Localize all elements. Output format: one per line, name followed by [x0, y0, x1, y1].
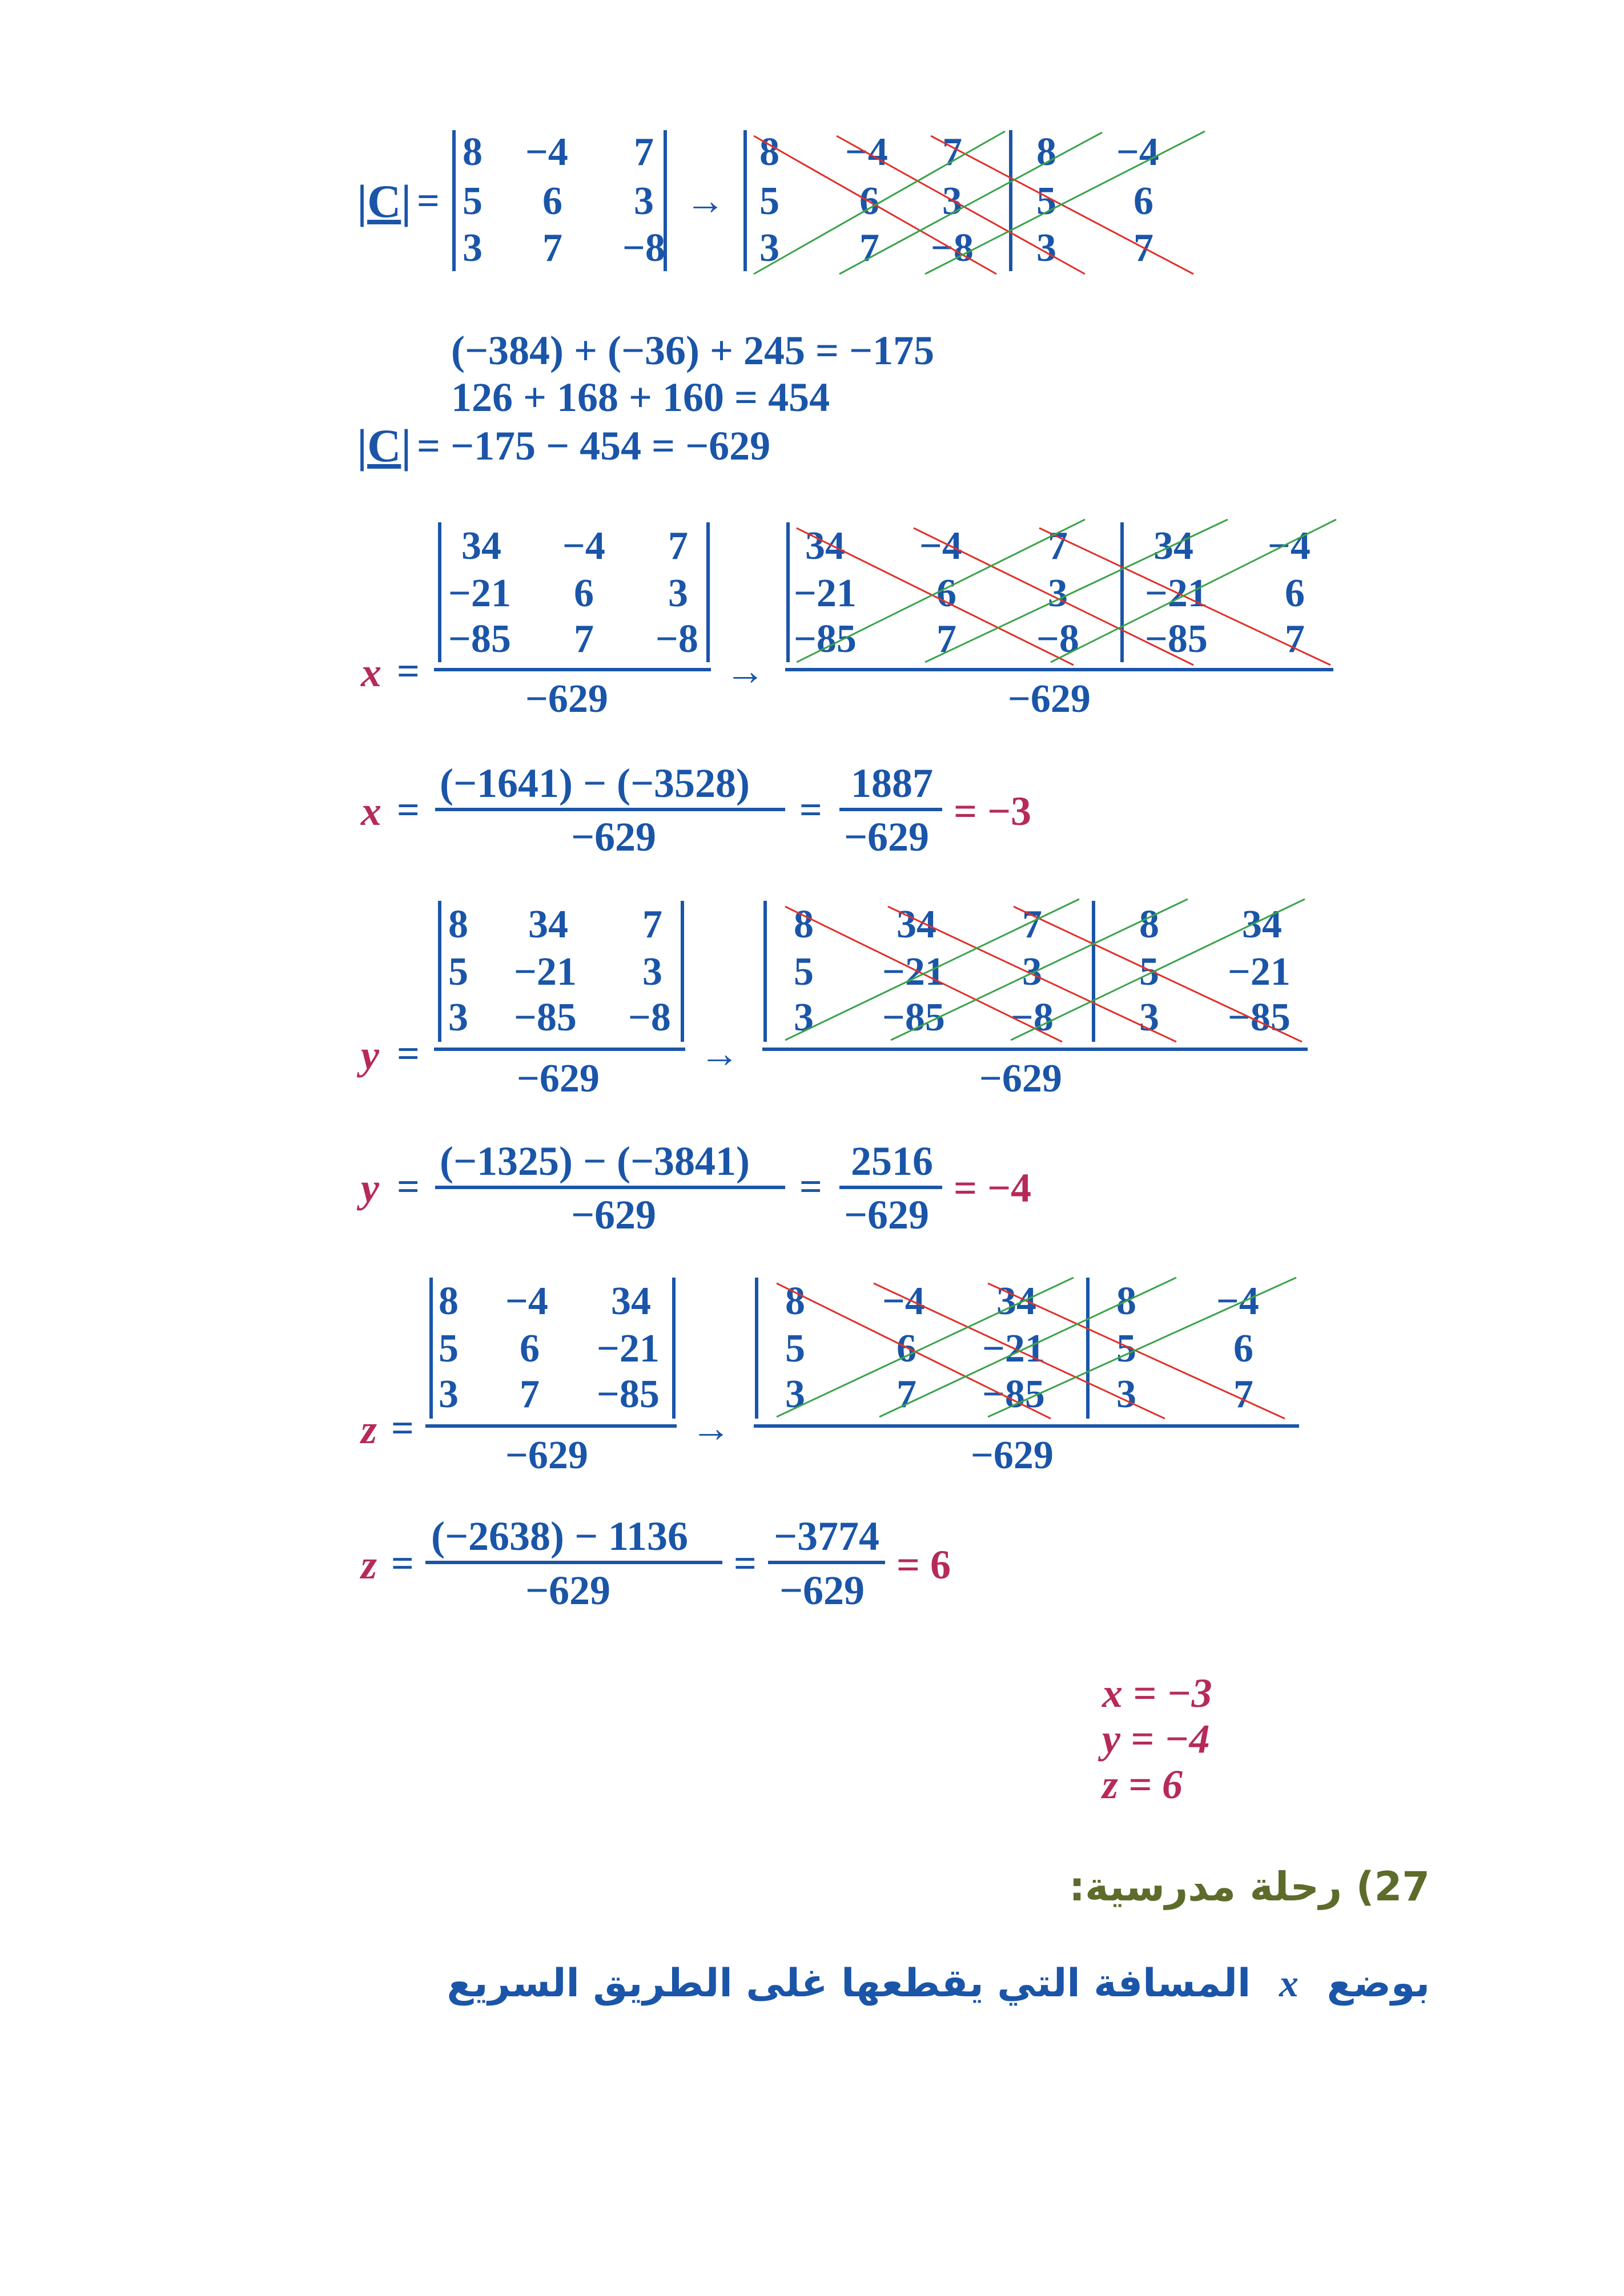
matrix-cell: 6 — [1285, 571, 1305, 615]
matrix-cell: 3 — [794, 996, 814, 1040]
matrix-cell: 8 — [794, 903, 814, 946]
matrix-cell: −21 — [1228, 950, 1291, 994]
matrix-cell: 3 — [463, 226, 483, 270]
matrix-cell: 7 — [942, 130, 962, 174]
matrix-cell: 3 — [668, 571, 688, 615]
z-result: = 6 — [897, 1542, 951, 1588]
matrix-cell: −21 — [982, 1327, 1045, 1371]
x-ext-denominator: −629 — [1008, 677, 1091, 721]
matrix-cell: 34 — [897, 903, 936, 946]
matrix-cell: 8 — [1139, 903, 1159, 946]
matrix-cell: 3 — [1036, 226, 1056, 270]
matrix-cell: 34 — [805, 524, 845, 568]
problem-27-title: 27) رحلة مدرسية: — [1069, 1863, 1430, 1910]
z-frac2-denominator: −629 — [779, 1568, 865, 1613]
matrix-cell: −21 — [882, 950, 945, 994]
matrix-cell: −4 — [525, 130, 568, 174]
det-c-calc-line-2: 126 + 168 + 160 = 454 — [451, 374, 830, 420]
equals-sign: = — [397, 788, 420, 832]
y-frac2-denominator: −629 — [844, 1192, 930, 1238]
equals-sign: = — [391, 1407, 414, 1451]
matrix-cell: 5 — [1036, 179, 1056, 223]
matrix-cell: 8 — [463, 130, 483, 174]
var-z-label: z — [361, 1542, 377, 1588]
matrix-cell: −4 — [845, 130, 888, 174]
solution-x: x = −3 — [1102, 1670, 1212, 1716]
matrix-cell: 5 — [785, 1327, 805, 1371]
problem-text-before: بوضع — [1326, 1961, 1430, 2006]
y-frac1-numerator: (−1325) − (−3841) — [440, 1138, 750, 1184]
y-frac2-numerator: 2516 — [851, 1138, 933, 1184]
det-c-calc-line-1: (−384) + (−36) + 245 = −175 — [451, 328, 935, 373]
matrix-cell: 6 — [1233, 1327, 1253, 1371]
matrix-cell: 5 — [1116, 1327, 1136, 1371]
equals-sign: = — [397, 650, 420, 694]
matrix-cell: 7 — [936, 617, 956, 661]
arrow-symbol: → — [691, 1407, 731, 1451]
matrix-cell: −4 — [562, 524, 605, 568]
equals-sign: = — [397, 1032, 420, 1076]
matrix-cell: 8 — [439, 1279, 459, 1323]
matrix-cell: −8 — [656, 617, 698, 661]
equals-sign: = — [397, 1165, 420, 1209]
matrix-cell: −4 — [1116, 130, 1159, 174]
problem-text-after: المسافة التي يقطعها غلى الطريق السريع — [447, 1961, 1251, 2006]
matrix-cell: −85 — [1228, 996, 1291, 1040]
matrix-cell: 34 — [528, 903, 568, 946]
z-frac1-numerator: (−2638) − 1136 — [431, 1513, 689, 1559]
z-frac2-numerator: −3774 — [774, 1513, 880, 1559]
matrix-cell: 3 — [1139, 996, 1159, 1040]
matrix-cell: 7 — [1022, 903, 1042, 946]
matrix-cell: 34 — [1153, 524, 1193, 568]
equals-sign: = — [799, 1165, 822, 1209]
matrix-cell: 5 — [463, 179, 483, 223]
matrix-cell: 7 — [520, 1372, 540, 1416]
matrix-cell: −21 — [597, 1327, 660, 1371]
solution-y: y = −4 — [1102, 1716, 1210, 1762]
var-y-label: y — [361, 1165, 379, 1211]
matrix-cell: −8 — [931, 226, 974, 270]
matrix-cell: −4 — [882, 1279, 925, 1323]
equals-sign: = — [417, 179, 440, 223]
matrix-cell: 7 — [1133, 226, 1153, 270]
equals-sign: = — [799, 788, 822, 832]
matrix-cell: 8 — [1116, 1279, 1136, 1323]
matrix-cell: 6 — [936, 571, 956, 615]
matrix-cell: 7 — [859, 226, 879, 270]
matrix-cell: −4 — [1216, 1279, 1259, 1323]
matrix-cell: 7 — [1233, 1372, 1253, 1416]
matrix-cell: 34 — [611, 1279, 651, 1323]
matrix-cell: 7 — [574, 617, 594, 661]
matrix-cell: −21 — [1145, 571, 1208, 615]
x-frac1-numerator: (−1641) − (−3528) — [440, 760, 750, 806]
matrix-cell: 3 — [1048, 571, 1068, 615]
var-x-label: x — [361, 650, 381, 695]
matrix-cell: 3 — [785, 1372, 805, 1416]
matrix-cell: 34 — [996, 1279, 1036, 1323]
matrix-cell: 3 — [942, 179, 962, 223]
x-denominator: −629 — [525, 677, 608, 721]
matrix-cell: 3 — [439, 1372, 459, 1416]
matrix-cell: −4 — [919, 524, 962, 568]
matrix-cell: 34 — [461, 524, 501, 568]
matrix-cell: 5 — [1139, 950, 1159, 994]
z-ext-denominator: −629 — [971, 1433, 1054, 1477]
matrix-cell: −85 — [882, 996, 945, 1040]
arrow-symbol: → — [700, 1032, 739, 1076]
matrix-cell: 6 — [897, 1327, 916, 1371]
matrix-cell: −85 — [982, 1372, 1045, 1416]
matrix-cell: 5 — [759, 179, 779, 223]
var-x-label: x — [361, 788, 381, 834]
matrix-cell: −21 — [514, 950, 577, 994]
matrix-cell: −8 — [622, 226, 665, 270]
var-y-label: y — [361, 1032, 379, 1078]
matrix-cell: −85 — [514, 996, 577, 1040]
matrix-cell: 8 — [759, 130, 779, 174]
solution-z: z = 6 — [1102, 1762, 1183, 1807]
z-denominator: −629 — [505, 1433, 588, 1477]
matrix-cell: −8 — [628, 996, 671, 1040]
c-abs-symbol: |C| — [357, 175, 412, 227]
x-result: = −3 — [954, 788, 1032, 834]
problem-variable: x — [1279, 1961, 1299, 2005]
matrix-cell: −4 — [505, 1279, 548, 1323]
det-c-result: = −175 − 454 = −629 — [417, 423, 771, 469]
matrix-cell: 3 — [759, 226, 779, 270]
equals-sign: = — [391, 1542, 414, 1586]
arrow-symbol: → — [685, 179, 725, 223]
y-frac1-denominator: −629 — [571, 1192, 657, 1238]
y-ext-denominator: −629 — [979, 1057, 1062, 1101]
matrix-cell: 5 — [439, 1327, 459, 1371]
matrix-cell: 34 — [1242, 903, 1282, 946]
matrix-cell: 7 — [897, 1372, 916, 1416]
matrix-cell: 6 — [1133, 179, 1153, 223]
matrix-cell: 6 — [574, 571, 594, 615]
matrix-cell: −8 — [1011, 996, 1054, 1040]
matrix-cell: 3 — [1022, 950, 1042, 994]
matrix-cell: 3 — [448, 996, 468, 1040]
matrix-cell: −4 — [1268, 524, 1311, 568]
matrix-cell: 6 — [542, 179, 562, 223]
matrix-cell: −85 — [794, 617, 857, 661]
var-z-label: z — [361, 1407, 377, 1452]
matrix-cell: 6 — [520, 1327, 540, 1371]
x-frac2-denominator: −629 — [844, 814, 930, 860]
matrix-cell: 3 — [1116, 1372, 1136, 1416]
matrix-cell: 7 — [542, 226, 562, 270]
matrix-cell: 7 — [634, 130, 654, 174]
matrix-cell: 8 — [448, 903, 468, 946]
matrix-cell: 7 — [642, 903, 662, 946]
matrix-cell: 8 — [1036, 130, 1056, 174]
matrix-cell: −85 — [448, 617, 511, 661]
matrix-cell: −21 — [794, 571, 857, 615]
arrow-symbol: → — [725, 650, 765, 694]
matrix-cell: −8 — [1036, 617, 1079, 661]
matrix-cell: 3 — [634, 179, 654, 223]
matrix-cell: −21 — [448, 571, 511, 615]
matrix-cell: 7 — [1285, 617, 1305, 661]
matrix-cell: 5 — [448, 950, 468, 994]
matrix-cell: −85 — [597, 1372, 660, 1416]
z-frac1-denominator: −629 — [525, 1568, 611, 1613]
matrix-cell: 8 — [785, 1279, 805, 1323]
y-denominator: −629 — [517, 1057, 600, 1101]
matrix-cell: 7 — [1048, 524, 1068, 568]
x-frac1-denominator: −629 — [571, 814, 657, 860]
matrix-cell: 3 — [642, 950, 662, 994]
matrix-cell: 6 — [859, 179, 879, 223]
matrix-cell: 5 — [794, 950, 814, 994]
matrix-cell: −85 — [1145, 617, 1208, 661]
equals-sign: = — [734, 1542, 757, 1586]
y-result: = −4 — [954, 1165, 1032, 1211]
matrix-cell: 7 — [668, 524, 688, 568]
x-frac2-numerator: 1887 — [851, 760, 933, 806]
c-abs-symbol: |C| — [357, 420, 412, 472]
